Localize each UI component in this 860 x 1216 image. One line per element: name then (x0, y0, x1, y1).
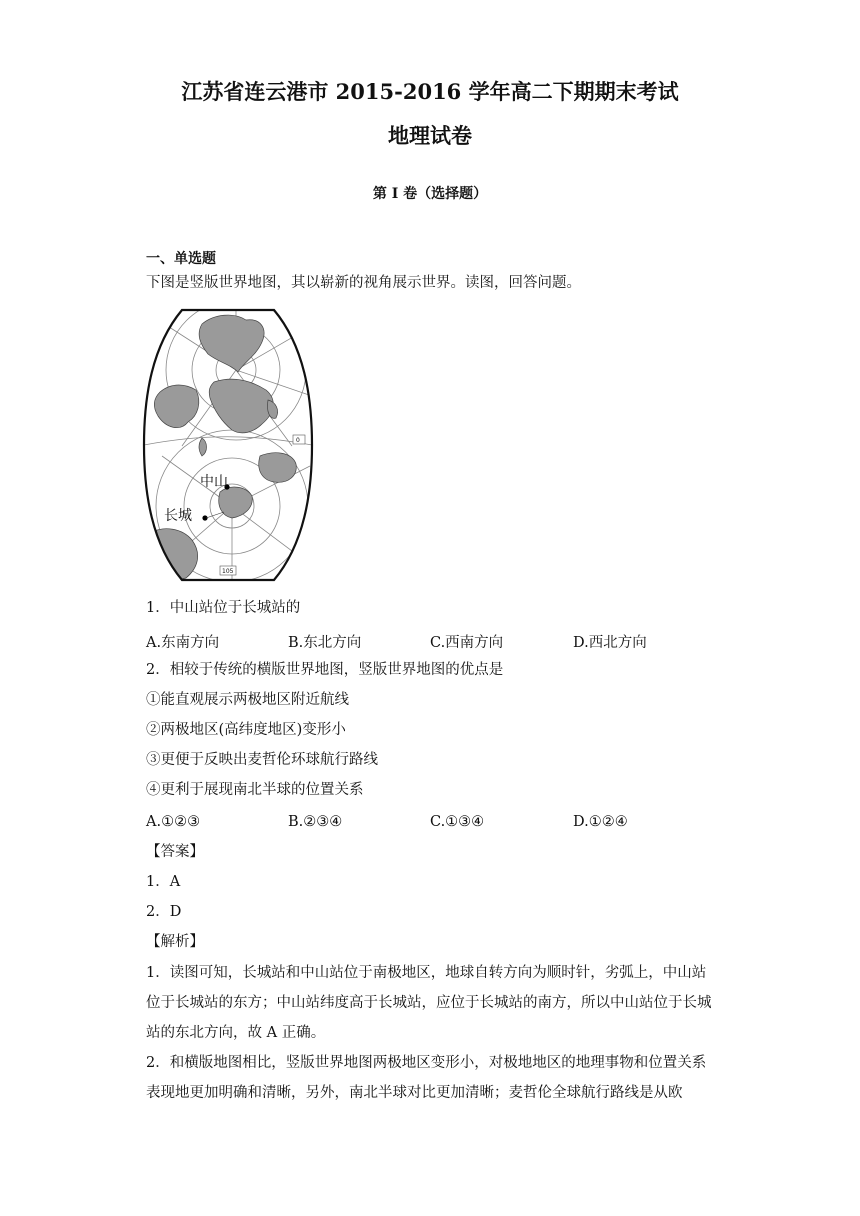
exam-title: 江苏省连云港市 2015-2016 学年高二下期期末考试 (181, 79, 679, 104)
q2-option-c: C.①③④ (430, 814, 485, 830)
map-body (142, 306, 314, 584)
zhongshan-label: 中山 (200, 474, 228, 490)
analysis-label: 【解析】 (146, 934, 204, 950)
changcheng-label: 长城 (164, 508, 192, 524)
answer-item-2: 2．D (146, 904, 182, 920)
q2-option-d: D.①②④ (573, 814, 628, 830)
volume-heading: 第 I 卷（选择题） (372, 186, 488, 202)
q2-statement-3: ③更便于反映出麦哲伦环球航行路线 (146, 752, 378, 768)
q1-option-d: D.西北方向 (573, 635, 647, 651)
q2-option-b: B.②③④ (288, 814, 343, 830)
subject-title: 地理试卷 (388, 123, 472, 148)
q1-option-c: C.西南方向 (430, 635, 504, 651)
answer-item-1: 1．A (146, 874, 181, 890)
answer-label: 【答案】 (146, 844, 204, 860)
analysis-paragraph-1: 1．读图可知，长城站和中山站位于南极地区，地球自转方向为顺时针，劣弧上，中山站位于长城站的东方；中山站纬度高于长城站，应位于长城站的南方，所以中山站位于长城站的东北方向，故 A 正确。 (146, 965, 712, 1041)
q2-statement-4: ④更利于展现南北半球的位置关系 (146, 782, 364, 798)
q1-option-a: A.东南方向 (146, 635, 220, 651)
q1-option-b: B.东北方向 (288, 635, 362, 651)
q2-option-a: A.①②③ (146, 814, 201, 830)
section-heading: 一、单选题 (146, 251, 216, 267)
q2-statement-1: ①能直观展示两极地区附近航线 (146, 692, 349, 708)
question-1-stem: 1．中山站位于长城站的 (146, 600, 301, 616)
map-small-label-right: 0 (296, 437, 300, 444)
section-intro: 下图是竖版世界地图，其以崭新的视角展示世界。读图，回答问题。 (146, 275, 581, 291)
question-2-stem: 2．相较于传统的横版世界地图，竖版世界地图的优点是 (146, 662, 504, 678)
map-small-label-bottom: 105 (222, 568, 234, 575)
analysis-paragraph-2: 2．和横版地图相比，竖版世界地图两极地区变形小，对极地地区的地理事物和位置关系表现地更加明确和清晰，另外，南北半球对比更加清晰；麦哲伦全球航行路线是从欧 (146, 1055, 707, 1101)
map-figure (142, 306, 314, 584)
vertical-world-map (142, 306, 314, 584)
q2-statement-2: ②两极地区(高纬度地区)变形小 (146, 722, 346, 738)
